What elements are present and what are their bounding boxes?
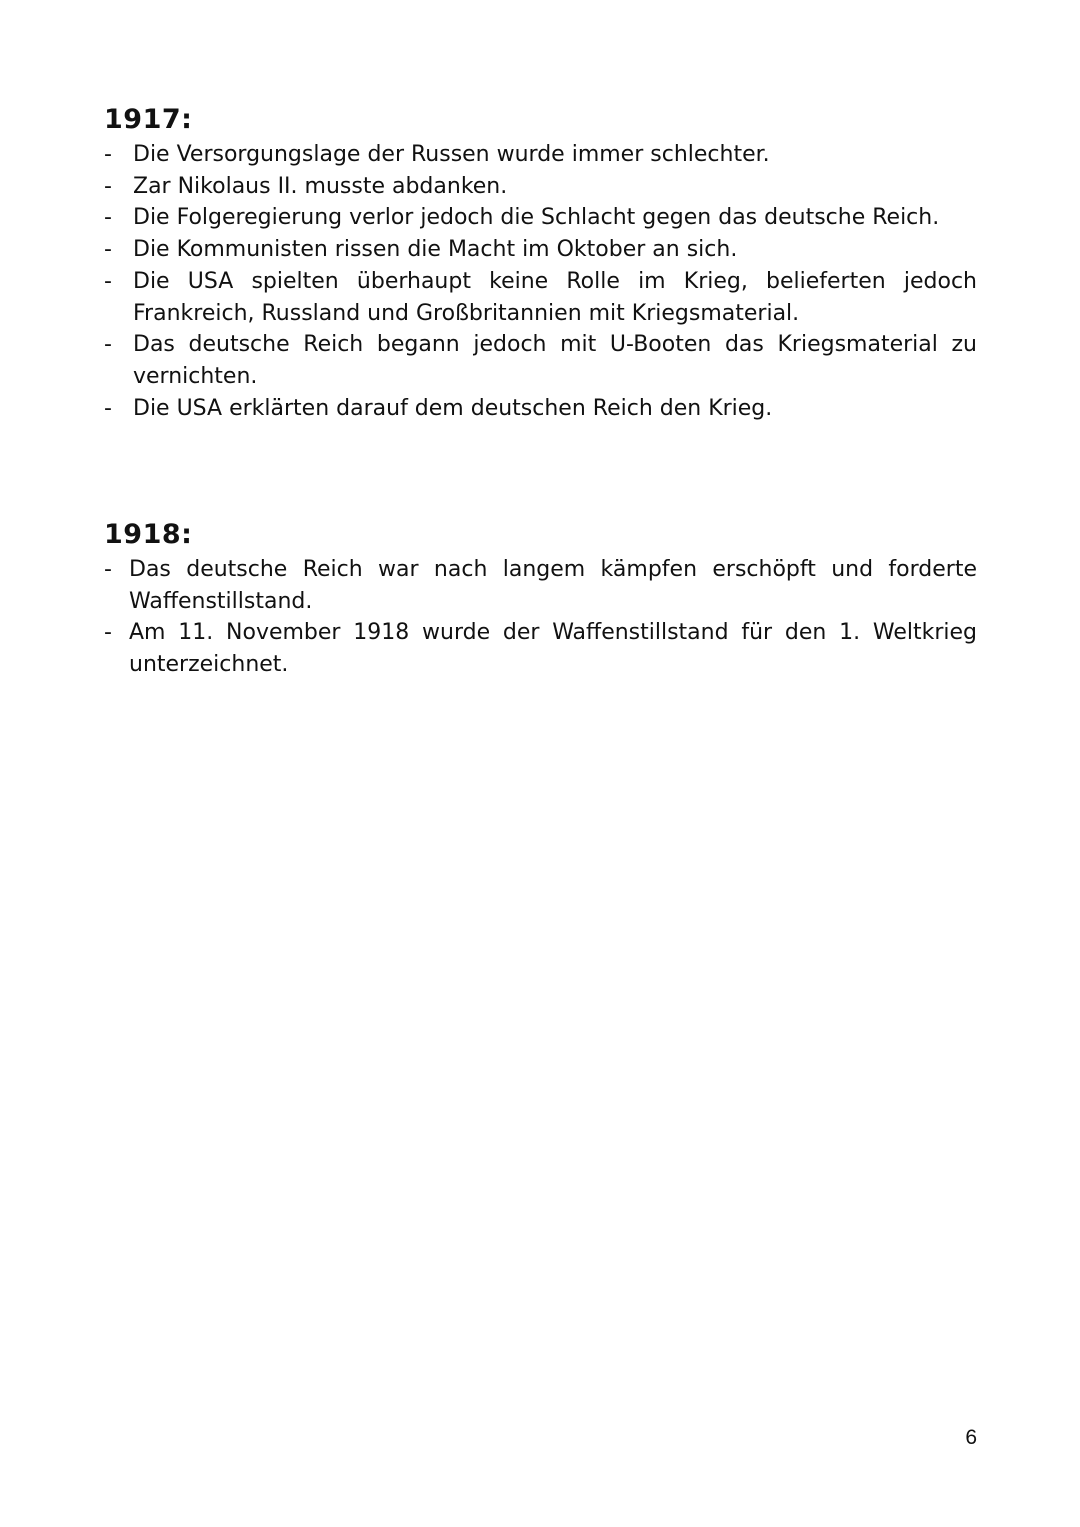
bullet-list	[104, 554, 977, 681]
list-item-text: Das deutsche Reich war nach langem kämpfen erschöpft und forderte Waffenstillstand.	[129, 557, 977, 614]
list-item-text: Die Versorgungslage der Russen wurde immer schlechter.	[133, 142, 770, 167]
dash-bullet: -	[104, 620, 112, 646]
list-item-text: Die Kommunisten rissen die Macht im Oktober an sich.	[133, 237, 738, 263]
list-item	[104, 139, 977, 171]
dash-bullet: -	[104, 237, 112, 263]
list-item	[104, 329, 977, 392]
list-item-text: Die USA spielten überhaupt keine Rolle im Krieg, belieferten jedoch Frankreich, Russland und Großbritannien mit Kriegsmaterial.	[133, 268, 977, 326]
list-item-text: Die USA erklärten darauf dem deutschen Reich den Krieg.	[133, 395, 773, 421]
list-item	[104, 202, 977, 234]
list-item-text: Zar Nikolaus II. musste abdanken.	[133, 173, 508, 199]
list-item	[104, 617, 977, 680]
section-heading: 1917:	[104, 104, 193, 135]
dash-bullet: -	[104, 173, 112, 199]
section-1918	[104, 519, 977, 681]
list-item-text: Das deutsche Reich begann jedoch mit U-Booten das Kriegsmaterial zu vernichten.	[133, 332, 977, 389]
list-item-text: Die Folgeregierung verlor jedoch die Schlacht gegen das deutsche Reich.	[133, 205, 940, 231]
bullet-list	[104, 139, 977, 424]
page-number: 6	[965, 1426, 977, 1449]
dash-bullet: -	[104, 142, 112, 167]
list-item	[104, 554, 977, 617]
section-heading: 1918:	[104, 519, 193, 550]
section-1917	[104, 104, 977, 424]
list-item-text: Am 11. November 1918 wurde der Waffenstillstand für den 1. Weltkrieg unterzeichnet.	[129, 620, 977, 678]
list-item	[104, 171, 977, 203]
list-item	[104, 234, 977, 266]
dash-bullet: -	[104, 205, 112, 231]
list-item	[104, 393, 977, 425]
list-item	[104, 266, 977, 329]
dash-bullet: -	[104, 557, 112, 582]
dash-bullet: -	[104, 395, 112, 421]
dash-bullet: -	[104, 268, 112, 294]
dash-bullet: -	[104, 332, 112, 358]
